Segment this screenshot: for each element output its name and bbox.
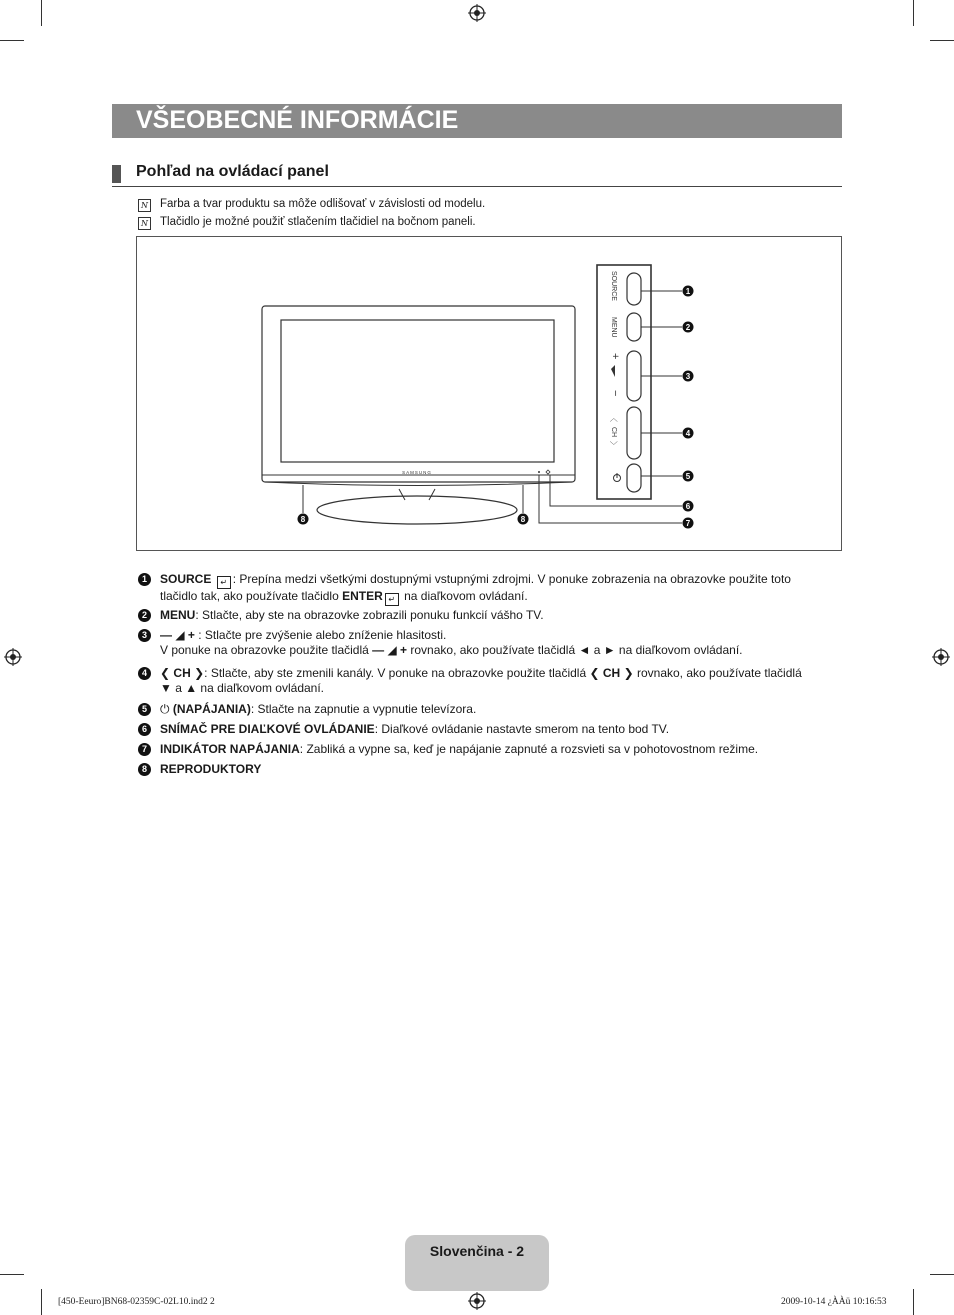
callout-8-left: 8 — [300, 515, 306, 524]
section-title: Pohľad na ovládací panel — [136, 163, 329, 180]
chevron-left-icon: ❮ — [589, 666, 600, 680]
side-label-ch-left: 〈 — [609, 414, 618, 422]
chevron-right-icon: ❯ — [194, 666, 205, 680]
item-key: MENU — [160, 608, 196, 622]
item-desc: : Prepína medzi všetkými dostupnými vstupnými zdrojmi. V ponuke zobrazenia na obrazovke použite toto — [232, 572, 791, 586]
note-item — [138, 198, 485, 212]
section-header — [112, 164, 842, 187]
slug-right: 2009-10-14 ¿ÀÀü 10:16:53 — [781, 1297, 887, 1307]
note-icon: N — [138, 199, 151, 212]
tv-illustration — [137, 237, 841, 550]
registration-target-icon — [4, 648, 22, 666]
callout-2: 2 — [685, 323, 691, 332]
volume-icon: — ◢ + — [160, 628, 195, 642]
note-icon: N — [138, 217, 151, 230]
item-number: 5 — [138, 703, 151, 716]
enter-icon: ↵ — [385, 593, 399, 606]
item-key: CH — [173, 666, 191, 680]
crop-mark — [930, 40, 954, 41]
item-desc: : Stlačte pre zvýšenie alebo zníženie hlasitosti. — [198, 628, 447, 642]
page-title: VŠEOBECNÉ INFORMÁCIE — [136, 106, 459, 134]
side-label-ch-right: 〉 — [609, 441, 618, 449]
item-key: INDIKÁTOR NAPÁJANIA — [160, 742, 300, 756]
side-label-menu: MENU — [610, 317, 617, 338]
side-label-source: SOURCE — [610, 271, 617, 301]
registration-target-icon — [468, 1292, 486, 1310]
item-desc: : Stlačte, aby ste na obrazovke zobrazili ponuku funkcií vášho TV. — [195, 608, 544, 622]
callout-6: 6 — [685, 502, 691, 511]
crop-mark — [913, 1289, 914, 1315]
item-desc: : Stlačte na zapnutie a vypnutie televízora. — [250, 702, 477, 716]
crop-mark — [913, 0, 914, 26]
item-desc: : Stlačte, aby ste zmenili kanály. V ponuke na obrazovke použite tlačidlá — [204, 666, 590, 680]
control-panel-diagram — [136, 236, 842, 551]
item-number: 6 — [138, 723, 151, 736]
callout-1: 1 — [685, 287, 691, 296]
registration-target-icon — [932, 648, 950, 666]
side-label-minus: − — [609, 390, 621, 397]
volume-icon: — ◢ + — [372, 643, 408, 657]
note-text: Farba a tvar produktu sa môže odlišovať v závislosti od modelu. — [160, 198, 486, 210]
callout-3: 3 — [685, 372, 691, 381]
page-number-tab — [405, 1235, 549, 1291]
power-icon: ⏻ — [160, 702, 170, 716]
crop-mark — [41, 1289, 42, 1315]
enter-icon: ↵ — [217, 576, 231, 589]
item-number: 1 — [138, 573, 151, 586]
side-label-plus: + — [609, 353, 621, 360]
item-key: SNÍMAČ PRE DIAĽKOVÉ OVLÁDANIE — [160, 722, 375, 736]
item-number: 3 — [138, 629, 151, 642]
item-desc: : Zabliká a vypne sa, keď je napájanie zapnuté a rozsvieti sa v pohotovostnom režime. — [299, 742, 759, 756]
side-label-ch: CH — [610, 427, 617, 438]
crop-mark — [41, 0, 42, 26]
callout-8-right: 8 — [520, 515, 526, 524]
callout-7: 7 — [685, 519, 691, 528]
callout-4: 4 — [685, 429, 691, 438]
chevron-right-icon: ❯ — [623, 666, 634, 680]
crop-mark — [0, 1274, 24, 1275]
chevron-left-icon: ❮ — [160, 666, 171, 680]
item-number: 4 — [138, 667, 151, 680]
item-key: (NAPÁJANIA) — [172, 702, 251, 716]
page-label: Slovenčina - 2 — [429, 1243, 525, 1259]
slug-left: [450-Eeuro]BN68-02359C-02L10.ind2 2 — [58, 1297, 215, 1307]
item-number: 7 — [138, 743, 151, 756]
item-number: 2 — [138, 609, 151, 622]
page-title-bar — [112, 104, 842, 138]
crop-mark — [930, 1274, 954, 1275]
brand-label: SAMSUNG — [402, 470, 432, 475]
item-key: REPRODUKTORY — [160, 762, 262, 776]
item-number: 8 — [138, 763, 151, 776]
item-desc: : Diaľkové ovládanie nastavte smerom na tento bod TV. — [374, 722, 670, 736]
registration-target-icon — [468, 4, 486, 22]
callout-5: 5 — [685, 472, 691, 481]
crop-mark — [0, 40, 24, 41]
note-item — [138, 216, 476, 230]
section-marker — [112, 165, 121, 183]
note-text: Tlačidlo je možné použiť stlačením tlačidiel na bočnom paneli. — [160, 216, 476, 228]
item-key: SOURCE — [160, 572, 212, 586]
